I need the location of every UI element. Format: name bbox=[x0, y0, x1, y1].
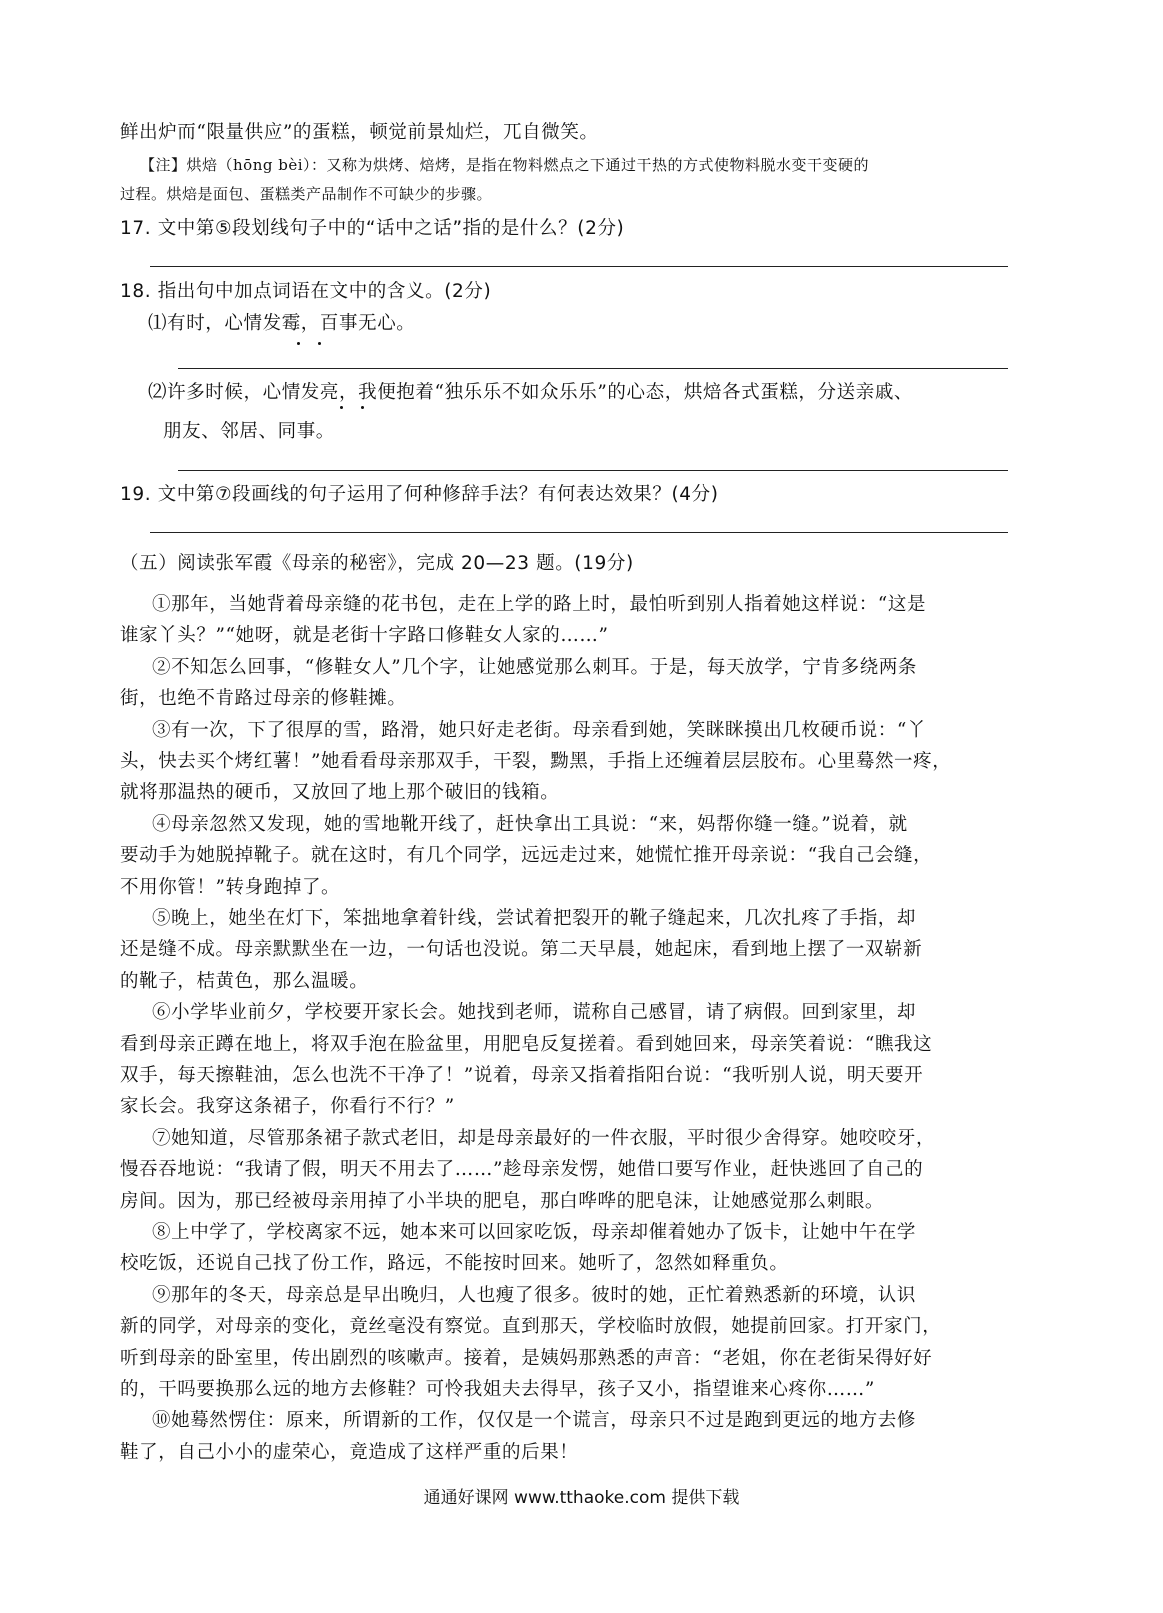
paragraph-line: 头，快去买个烤红薯！”她看看母亲那双手，干裂，黝黑，手指上还缠着层层胶布。心里蓦然一疼， bbox=[120, 751, 952, 772]
paragraph-start-line: ⑩她蓦然愣住：原来，所谓新的工作，仅仅是一个谎言，母亲只不过是跑到更远的地方去修 bbox=[152, 1410, 917, 1432]
paragraph-line: 就将那温热的硬币，又放回了地上那个破旧的钱箱。 bbox=[120, 782, 560, 804]
paragraph-line: 房间。因为，那已经被母亲用掉了小半块的肥皂，那白哗哗的肥皂沫，让她感觉那么刺眼。 bbox=[120, 1190, 885, 1212]
paragraph-line: 双手，每天擦鞋油，怎么也洗不干净了！”说着，母亲又指着指阳台说：“我听别人说，明天要开 bbox=[120, 1065, 924, 1086]
paragraph-start-line: ⑥小学毕业前夕，学校要开家长会。她找到老师，谎称自己感冒，请了病假。回到家里，却 bbox=[152, 1002, 917, 1024]
question-18-item-1: ⑴有时，心情发霉，百事无心。 bbox=[148, 313, 416, 334]
note-line-2: 过程。烘焙是面包、蛋糕类产品制作不可缺少的步骤。 bbox=[120, 185, 493, 203]
paragraph-line: 不用你管！”转身跑掉了。 bbox=[120, 876, 341, 898]
paragraph-line: 慢吞吞地说：“我请了假，明天不用去了……”趁母亲发愣，她借口要写作业，赶快逃回了自己的 bbox=[120, 1159, 924, 1181]
paragraph-start-line: ⑧上中学了，学校离家不远，她本来可以回家吃饭，母亲却催着她办了饭卡，让她中午在学 bbox=[152, 1222, 917, 1243]
answer-line-17[interactable] bbox=[150, 266, 1008, 267]
paragraph-line: 新的同学，对母亲的变化，竟丝毫没有察觉。直到那天，学校临时放假，她提前回家。打开家门， bbox=[120, 1316, 942, 1338]
emphasis-dot bbox=[361, 406, 364, 409]
paragraph-start-line: ④母亲忽然又发现，她的雪地靴开线了，赶快拿出工具说：“来，妈帮你缝一缝。”说着，就 bbox=[152, 813, 908, 835]
note-line-1: 【注】烘焙（hōng bèi）：又称为烘烤、焙烤，是指在物料燃点之下通过干热的方式使物料脱水变干变硬的 bbox=[140, 156, 870, 174]
paragraph-start-line: ⑦她知道，尽管那条裙子款式老旧，却是母亲最好的一件衣服，平时很少舍得穿。她咬咬牙， bbox=[152, 1127, 936, 1149]
paragraph-line: 的靴子，桔黄色，那么温暖。 bbox=[120, 970, 369, 992]
passage-closing-line: 鲜出炉而“限量供应”的蛋糕，顿觉前景灿烂，兀自微笑。 bbox=[120, 122, 599, 143]
paragraph-line: 听到母亲的卧室里，传出剧烈的咳嗽声。接着，是姨妈那熟悉的声音：“老姐，你在老街呆得好好 bbox=[120, 1347, 933, 1369]
paragraph-line: 要动手为她脱掉靴子。就在这时，有几个同学，远远走过来，她慌忙推开母亲说：“我自己会缝， bbox=[120, 845, 933, 867]
question-18-item-2: ⑵许多时候，心情发亮，我便抱着“独乐乐不如众乐乐”的心态，烘焙各式蛋糕，分送亲戚、 bbox=[148, 382, 914, 403]
paragraph-line: 谁家丫头？”“她呀，就是老街十字路口修鞋女人家的……” bbox=[120, 625, 609, 647]
paragraph-line: 看到母亲正蹲在地上，将双手泡在脸盆里，用肥皂反复搓着。看到她回来，母亲笑着说：“瞧我这 bbox=[120, 1033, 933, 1055]
paragraph-start-line: ⑨那年的冬天，母亲总是早出晚归，人也瘦了很多。彼时的她，正忙着熟悉新的环境，认识 bbox=[152, 1284, 917, 1306]
emphasis-dot bbox=[318, 342, 321, 345]
emphasis-dot bbox=[340, 406, 343, 409]
footer: 通通好课网 www.tthaoke.com 提供下载 bbox=[423, 1488, 740, 1508]
section-5-title: （五）阅读张军霞《母亲的秘密》，完成 20—23 题。(19分) bbox=[120, 553, 634, 574]
paragraph-start-line: ①那年，当她背着母亲缝的花书包，走在上学的路上时，最怕听到别人指着她这样说：“这是 bbox=[152, 594, 927, 615]
paragraph-line: 的，干吗要换那么远的地方去修鞋？可怜我姐夫去得早，孩子又小，指望谁来心疼你……” bbox=[120, 1379, 875, 1400]
paragraph-line: 校吃饭，还说自己找了份工作，路远，不能按时回来。她听了，忽然如释重负。 bbox=[120, 1253, 789, 1275]
paragraph-line: 鞋了，自己小小的虚荣心，竟造成了这样严重的后果！ bbox=[120, 1441, 579, 1463]
paragraph-start-line: ③有一次，下了很厚的雪，路滑，她只好走老街。母亲看到她，笑眯眯摸出几枚硬币说：“丫 bbox=[152, 719, 927, 741]
paragraph-start-line: ②不知怎么回事，“修鞋女人”几个字，让她感觉那么刺耳。于是，每天放学，宁肯多绕两条 bbox=[152, 656, 918, 678]
emphasis-dot bbox=[297, 342, 300, 345]
answer-line-19[interactable] bbox=[150, 532, 1008, 533]
paragraph-line: 还是缝不成。母亲默默坐在一边，一句话也没说。第二天早晨，她起床，看到地上摆了一双崭新 bbox=[120, 939, 923, 961]
answer-line-18-2[interactable] bbox=[178, 470, 1008, 471]
paragraph-line: 街，也绝不肯路过母亲的修鞋摊。 bbox=[120, 688, 407, 710]
paragraph-start-line: ⑤晚上，她坐在灯下，笨拙地拿着针线，尝试着把裂开的靴子缝起来，几次扎疼了手指，却 bbox=[152, 908, 917, 929]
question-19: 19. 文中第⑦段画线的句子运用了何种修辞手法？有何表达效果？(4分) bbox=[120, 484, 719, 505]
answer-line-18-1[interactable] bbox=[178, 368, 1008, 369]
question-18: 18. 指出句中加点词语在文中的含义。(2分) bbox=[120, 281, 492, 302]
paragraph-line: 家长会。我穿这条裙子，你看行不行？” bbox=[120, 1096, 455, 1118]
question-18-item-2-cont: 朋友、邻居、同事。 bbox=[163, 421, 335, 442]
question-17: 17. 文中第⑤段划线句子中的“话中之话”指的是什么？(2分) bbox=[120, 218, 625, 239]
